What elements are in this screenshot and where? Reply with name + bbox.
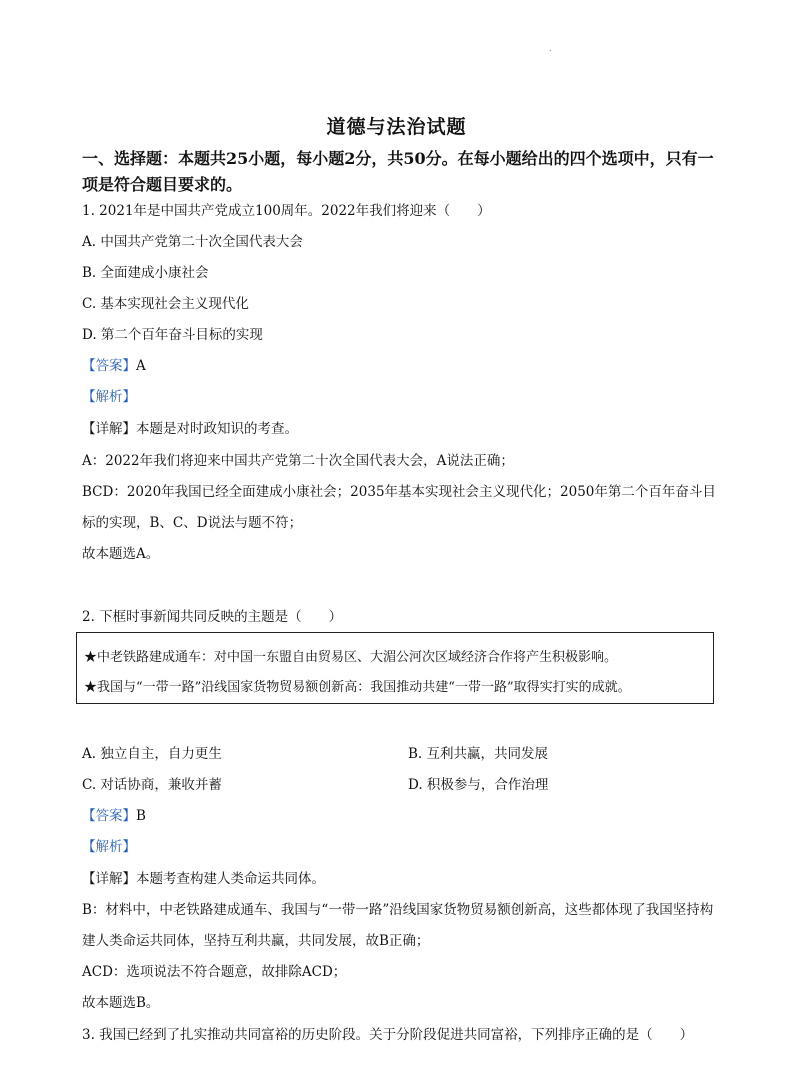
q2-explain-acd: ACD：选项说法不符合题意，故排除ACD； xyxy=(82,964,347,980)
q2-explain-b: B：材料中，中老铁路建成通车、我国与“一带一路”沿线国家货物贸易额创新高，这些都体现了我国坚持构建人类命运共同体，坚持互利共赢，共同发展，故B正确； xyxy=(82,902,714,949)
q1-conclusion: 故本题选A。 xyxy=(82,546,160,562)
q1-stem: 1. 2021年是中国共产党成立100周年。2022年我们将迎来（ ） xyxy=(82,203,491,219)
news-item-2: ★我国与“一带一路”沿线国家货物贸易额创新高：我国推动共建“一带一路”取得实打实的成就。 xyxy=(84,680,631,695)
q2-option-b: B. 互利共赢，共同发展 xyxy=(408,746,549,762)
q1-option-d: D. 第二个百年奋斗目标的实现 xyxy=(82,327,263,343)
q1-option-a: A. 中国共产党第二十次全国代表大会 xyxy=(82,234,303,250)
q2-analysis xyxy=(82,837,722,857)
q2-detail-text: 本题考查构建人类命运共同体。 xyxy=(136,871,325,887)
section-heading: 一、选择题：本题共25小题，每小题2分，共50分。在每小题给出的四个选项中，只有一项是符合题目要求的。 xyxy=(82,149,714,194)
q1-option-c: C. 基本实现社会主义现代化 xyxy=(82,296,249,312)
q1-analysis xyxy=(82,387,722,407)
q2-analysis-tag: 【解析】 xyxy=(82,839,136,855)
q1-detail-tag: 【详解】 xyxy=(82,421,136,437)
q3-stem: 3. 我国已经到了扎实推动共同富裕的历史阶段。关于分阶段促进共同富裕，下列排序正确的是（ ） xyxy=(82,1027,694,1043)
header-mark: . xyxy=(549,44,552,53)
q2-option-d: D. 积极参与，合作治理 xyxy=(408,777,549,793)
q2-answer-value: B xyxy=(136,808,146,824)
q2-detail-tag: 【详解】 xyxy=(82,871,136,887)
q2-option-a: A. 独立自主，自力更生 xyxy=(82,746,222,762)
q1-analysis-tag: 【解析】 xyxy=(82,389,136,405)
q1-answer xyxy=(82,356,722,376)
page-title: 道德与法治试题 xyxy=(326,116,467,138)
q2-conclusion: 故本题选B。 xyxy=(82,995,160,1011)
q2-stem: 2. 下框时事新闻共同反映的主题是（ ） xyxy=(82,609,343,625)
q1-option-b: B. 全面建成小康社会 xyxy=(82,265,209,281)
q1-explain-bcd: BCD：2020年我国已经全面建成小康社会；2035年基本实现社会主义现代化；2050年第二个百年奋斗目标的实现，B、C、D说法与题不符； xyxy=(82,484,716,531)
q2-answer-tag: 【答案】 xyxy=(82,808,136,824)
q1-detail-text: 本题是对时政知识的考查。 xyxy=(136,421,298,437)
q1-answer-value: A xyxy=(136,358,146,374)
q1-answer-tag: 【答案】 xyxy=(82,358,136,374)
news-item-1: ★中老铁路建成通车：对中国一东盟自由贸易区、大湄公河次区域经济合作将产生积极影响。 xyxy=(84,650,618,665)
q1-explain-a: A：2022年我们将迎来中国共产党第二十次全国代表大会，A说法正确； xyxy=(82,453,514,469)
q2-answer xyxy=(82,806,722,826)
q1-detail xyxy=(82,419,722,439)
q2-detail xyxy=(82,869,722,889)
q2-option-c: C. 对话协商，兼收并蓄 xyxy=(82,777,222,793)
news-box xyxy=(76,632,714,704)
